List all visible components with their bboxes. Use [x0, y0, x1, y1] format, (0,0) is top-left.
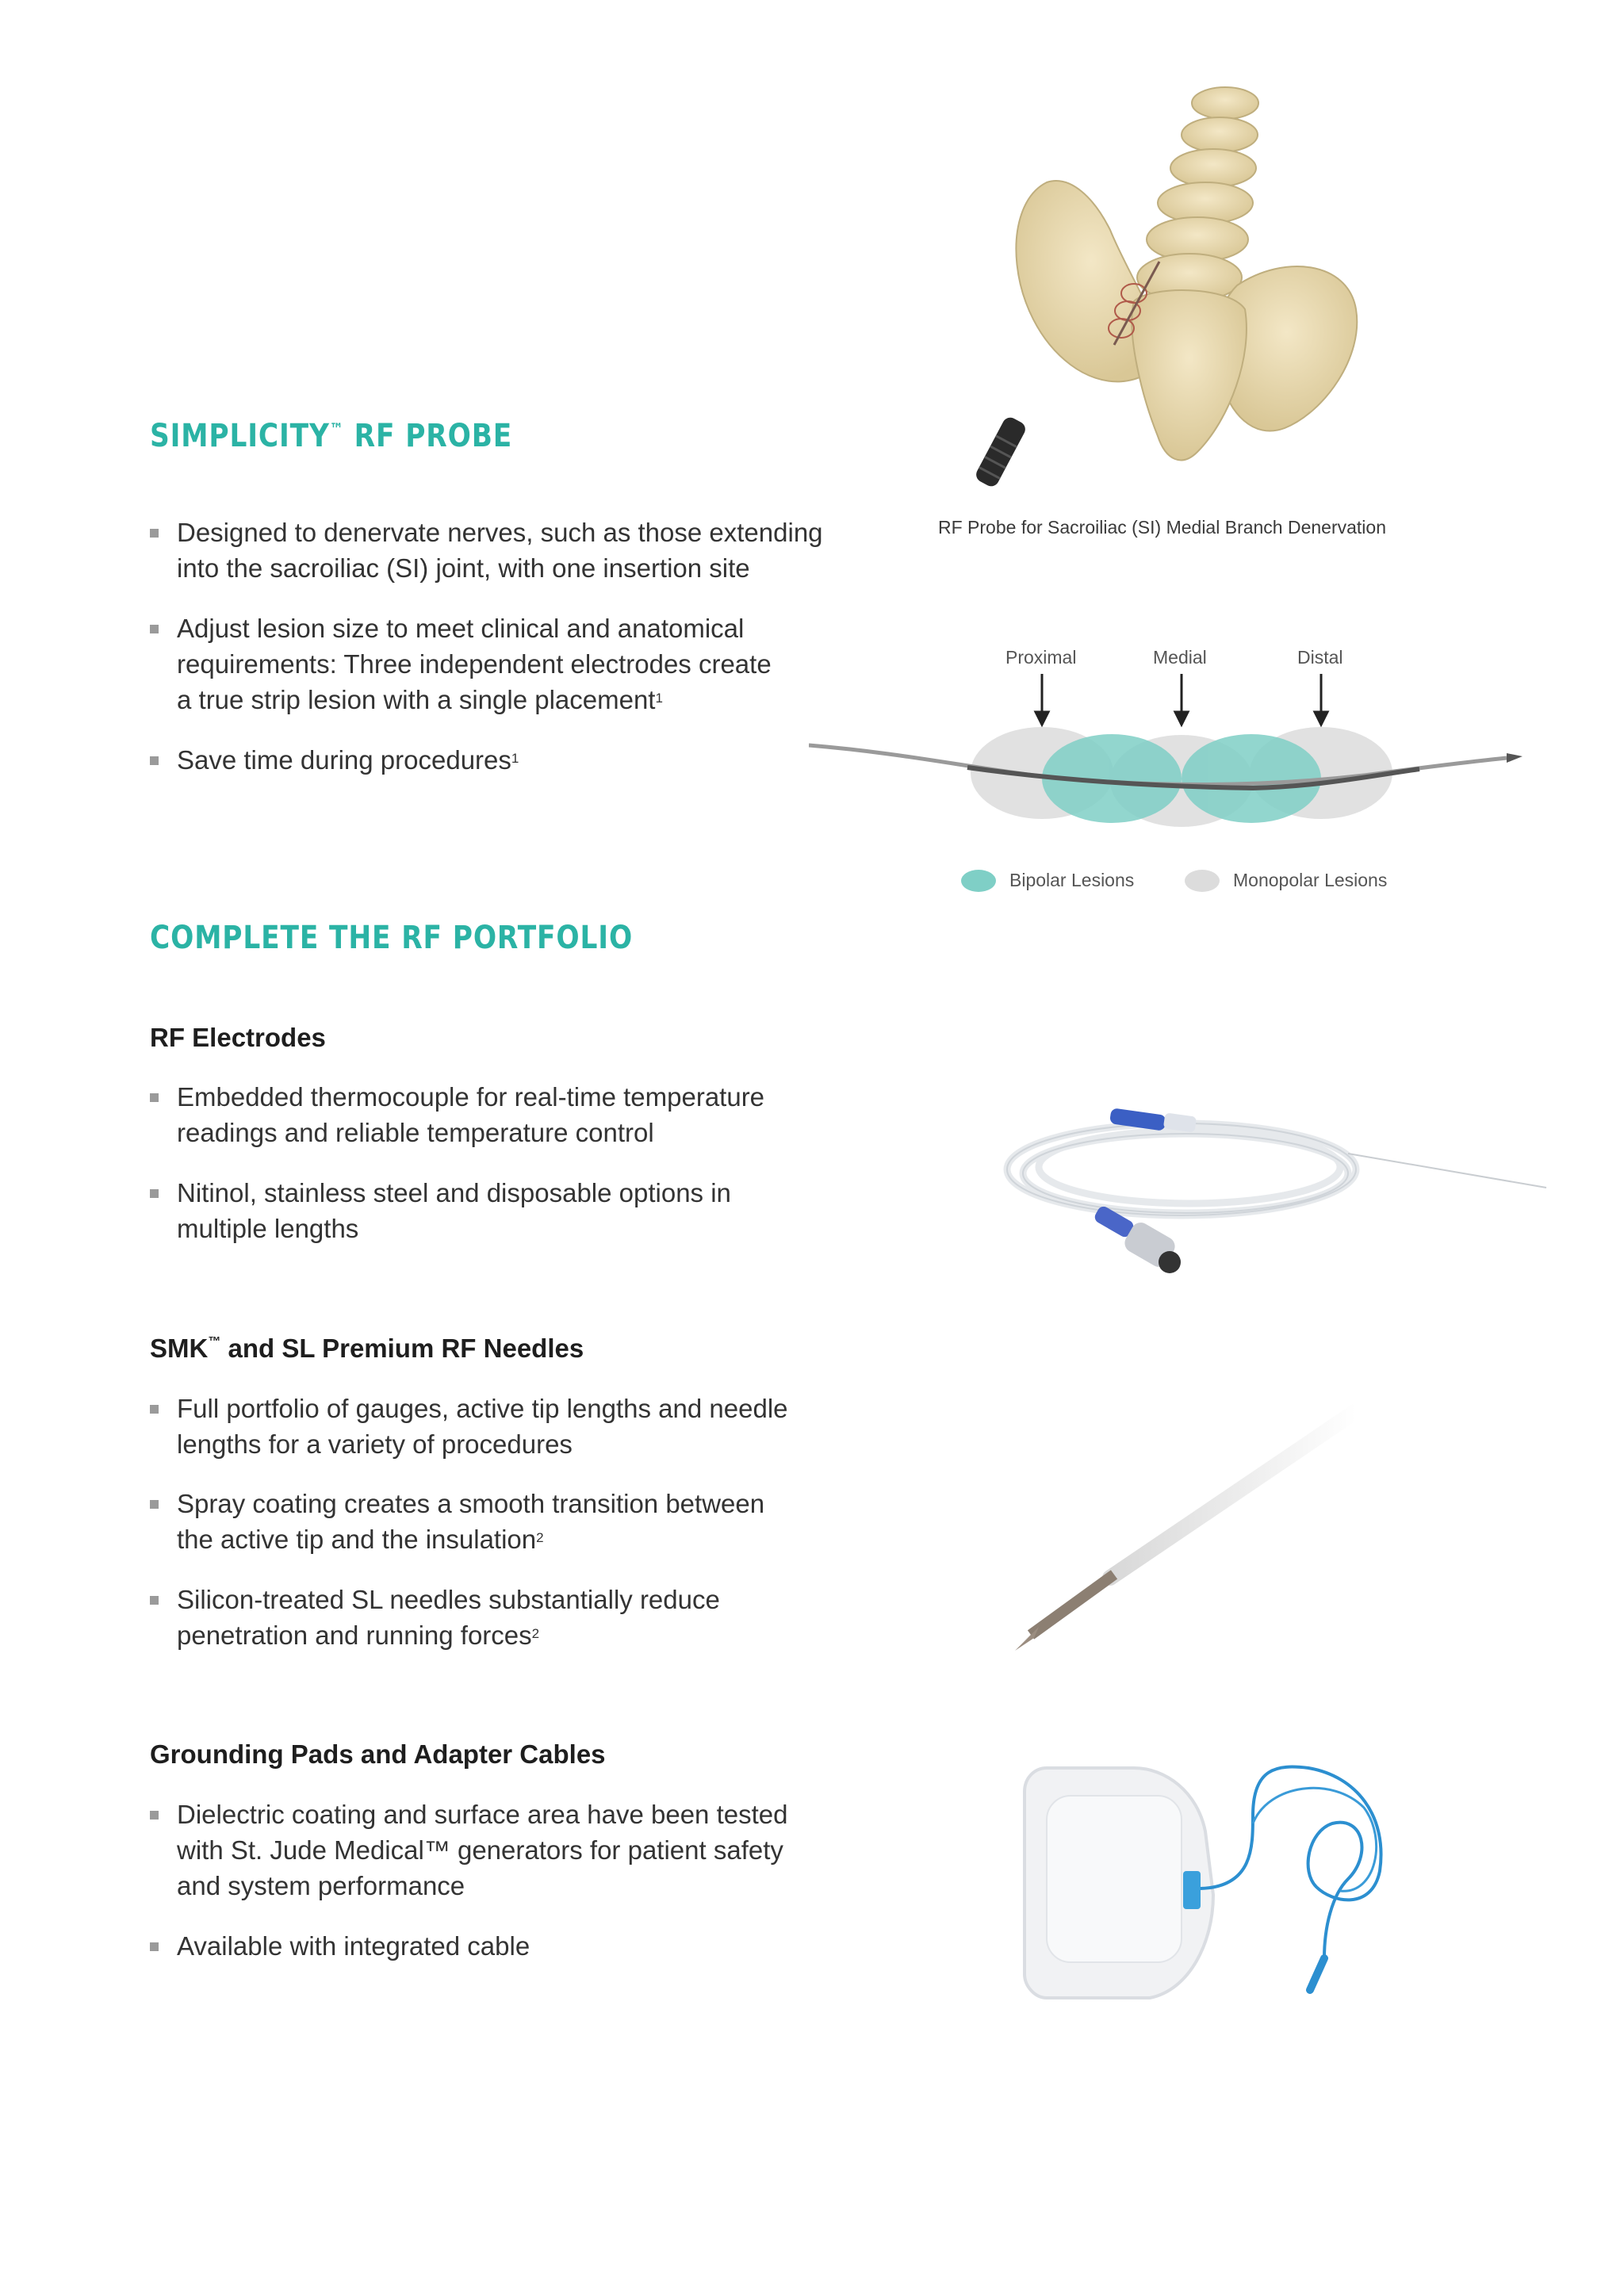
subsection-title-pads: Grounding Pads and Adapter Cables [150, 1739, 606, 1769]
label-proximal: Proximal [1005, 647, 1077, 668]
list-item: Nitinol, stainless steel and disposable options in multiple lengths [177, 1175, 875, 1246]
list-item: Adjust lesion size to meet clinical and anatomical requirements: Three independent electrodes create a true strip lesion with a single placement$^1$ [177, 610, 875, 718]
list-item: Spray coating creates a smooth transition between the active tip and the insulation$^2$ [177, 1486, 875, 1557]
label-medial: Medial [1153, 647, 1207, 668]
subsection-title-electrodes: RF Electrodes [150, 1023, 326, 1052]
legend-swatch-bipolar [961, 870, 996, 892]
legend-label-bipolar: Bipolar Lesions [1009, 870, 1135, 890]
section-title-portfolio: COMPLETE THE RF PORTFOLIO [150, 920, 634, 956]
label-distal: Distal [1297, 647, 1343, 668]
lesion-diagram [809, 674, 1602, 848]
image-caption: RF Probe for Sacroiliac (SI) Medial Branch Denervation [938, 517, 1387, 538]
rf-needle-image [1007, 1403, 1372, 1657]
list-item: Full portfolio of gauges, active tip lengths and needle lengths for a variety of procedures [177, 1391, 875, 1462]
list-item: Designed to denervate nerves, such as those extending into the sacroiliac (SI) joint, with one insertion site [177, 515, 875, 586]
rf-electrode-cable-image [983, 1094, 1554, 1300]
subsection-title-needles: SMK™ and SL Premium RF Needles [150, 1334, 584, 1363]
section-title-simplicity: SIMPLICITY™ RF PROBE [150, 418, 513, 454]
grounding-pad-image [1015, 1752, 1411, 2014]
list-item: Embedded thermocouple for real-time temperature readings and reliable temperature control [177, 1079, 875, 1150]
legend-swatch-monopolar [1185, 870, 1220, 892]
pelvis-spine-illustration [952, 79, 1396, 492]
list-item: Silicon-treated SL needles substantially reduce penetration and running forces$^2$ [177, 1582, 875, 1653]
list-item: Available with integrated cable [177, 1928, 875, 1964]
list-item: Save time during procedures$^1$ [177, 742, 875, 778]
list-item: Dielectric coating and surface area have been tested with St. Jude Medical™ generators for patient safety and system performance [177, 1797, 875, 1904]
legend-label-monopolar: Monopolar Lesions [1233, 870, 1388, 890]
